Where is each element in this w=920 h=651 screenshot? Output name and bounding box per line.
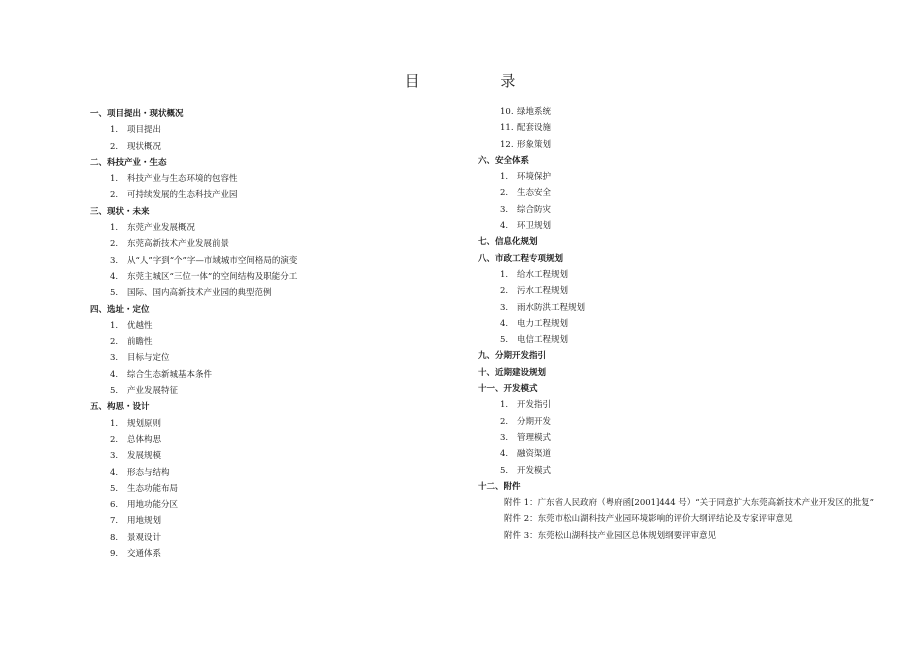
toc-item-label: 国际、国内高新技术产业园的典型范例 (127, 288, 272, 299)
toc-item-label: 雨水防洪工程规划 (517, 302, 586, 313)
toc-item-number: 3. (110, 255, 119, 266)
toc-item-number: 12. (500, 139, 514, 150)
toc-item-number: 2. (500, 286, 509, 297)
toc-item-number: 4. (110, 369, 119, 380)
toc-section-heading: 八、市政工程专项规划 (478, 253, 564, 264)
toc-item-label: 东莞主城区“三位一体”的空间结构及职能分工 (127, 271, 298, 282)
toc-right-column (478, 104, 898, 544)
toc-section-heading: 九、分期开发指引 (478, 351, 547, 362)
toc-item-label: 项目提出 (127, 125, 162, 136)
toc-item-number: 6. (110, 500, 119, 511)
toc-item (90, 122, 450, 138)
toc-item-number: 2. (110, 337, 119, 348)
toc-section-heading: 四、选址・定位 (90, 304, 150, 315)
toc-item-label: 总体构思 (127, 434, 162, 445)
toc-item-number: 5. (110, 288, 119, 299)
toc-item (90, 367, 450, 383)
toc-item-number: 1. (110, 223, 119, 234)
toc-item (478, 218, 898, 234)
toc-item-number: 2. (500, 188, 509, 199)
toc-item-label: 开发模式 (517, 465, 552, 476)
toc-item-label: 从“人”字到“个”字—市域城市空间格局的演变 (127, 255, 298, 266)
toc-item-label: 给水工程规划 (517, 269, 569, 280)
toc-item-number: 1. (110, 174, 119, 185)
toc-item (90, 139, 450, 155)
toc-item-number: 7. (110, 516, 119, 527)
toc-item (478, 430, 898, 446)
toc-item-label: 形象策划 (517, 139, 552, 150)
toc-item-label: 科技产业与生态环境的包容性 (127, 174, 238, 185)
toc-item (478, 120, 898, 136)
toc-item (90, 285, 450, 301)
toc-item-number: 1. (110, 418, 119, 429)
toc-item (90, 546, 450, 562)
toc-section-heading: 十一、开发模式 (478, 384, 538, 395)
toc-item (90, 187, 450, 203)
toc-item-label: 目标与定位 (127, 353, 170, 364)
toc-attachment-entry: 附件 1：广东省人民政府（粤府函[2001]444 号）“关于同意扩大东莞高新技术产业开发区的批复” (504, 498, 874, 509)
toc-item-label: 绿地系统 (517, 107, 552, 117)
toc-item (90, 432, 450, 448)
toc-item-number: 5. (110, 483, 119, 494)
toc-item-number: 4. (110, 467, 119, 478)
toc-item-number: 11. (500, 123, 514, 134)
toc-item (90, 497, 450, 513)
toc-left-column (90, 106, 450, 562)
toc-item (478, 332, 898, 348)
toc-attachment-entry: 附件 2：东莞市松山湖科技产业园环境影响的评价大纲评结论及专家评审意见 (504, 514, 793, 525)
toc-item-number: 5. (110, 386, 119, 397)
toc-item (90, 269, 450, 285)
toc-item-number: 1. (500, 400, 509, 411)
toc-item-number: 1. (500, 172, 509, 183)
toc-item (478, 397, 898, 413)
toc-item-number: 5. (500, 335, 509, 346)
toc-item-number: 3. (500, 302, 509, 313)
toc-item (90, 530, 450, 546)
toc-item (478, 414, 898, 430)
toc-item-label: 管理模式 (517, 432, 552, 443)
toc-item-number: 2. (110, 190, 119, 201)
toc-item (90, 448, 450, 464)
toc-item-label: 综合防灾 (517, 204, 552, 215)
toc-item-label: 东莞产业发展概况 (127, 223, 196, 234)
toc-section-heading: 六、安全体系 (478, 155, 530, 166)
toc-item-number: 2. (110, 239, 119, 250)
toc-item-number: 3. (110, 353, 119, 364)
toc-item-label: 交通体系 (127, 549, 162, 560)
toc-item-label: 生态功能布局 (127, 483, 179, 494)
toc-item-label: 前瞻性 (127, 337, 153, 348)
toc-item (90, 334, 450, 350)
toc-section-heading: 十、近期建设规划 (478, 367, 547, 378)
toc-item-label: 环卫规划 (517, 221, 552, 232)
toc-title: 目 录 (404, 72, 554, 90)
toc-item-number: 3. (110, 451, 119, 462)
toc-item-label: 融资渠道 (517, 449, 552, 460)
toc-item-label: 东莞高新技术产业发展前景 (127, 239, 230, 250)
toc-section-heading: 二、科技产业・生态 (90, 157, 167, 168)
toc-item-label: 规划原则 (127, 418, 162, 429)
toc-item (478, 104, 898, 120)
toc-item (478, 137, 898, 153)
toc-item (90, 481, 450, 497)
toc-item-label: 形态与结构 (127, 467, 170, 478)
toc-item-number: 1. (500, 269, 509, 280)
toc-item-number: 2. (110, 434, 119, 445)
toc-item (90, 171, 450, 187)
toc-section-heading: 一、项目提出・现状概况 (90, 109, 184, 119)
toc-item (478, 463, 898, 479)
toc-item-label: 综合生态新城基本条件 (127, 369, 213, 380)
toc-item-label: 可持续发展的生态科技产业园 (127, 190, 238, 201)
toc-item-label: 分期开发 (517, 416, 552, 427)
toc-item (90, 236, 450, 252)
toc-section-heading: 七、信息化规划 (478, 237, 538, 248)
toc-item-number: 1. (110, 125, 119, 136)
toc-section-heading: 五、构思・设计 (90, 402, 150, 413)
toc-item (478, 316, 898, 332)
toc-attachment-entry: 附件 3：东莞松山湖科技产业园区总体规划纲要评审意见 (504, 530, 717, 541)
toc-item (478, 267, 898, 283)
toc-item (478, 446, 898, 462)
toc-item (90, 350, 450, 366)
toc-item-number: 10. (500, 107, 514, 117)
toc-item (478, 185, 898, 201)
toc-item-label: 环境保护 (517, 172, 552, 183)
toc-item-number: 4. (110, 271, 119, 282)
toc-item (90, 383, 450, 399)
toc-item-label: 电力工程规划 (517, 318, 569, 329)
toc-item-number: 5. (500, 465, 509, 476)
toc-item-number: 2. (500, 416, 509, 427)
toc-item-number: 4. (500, 318, 509, 329)
toc-item-label: 用地功能分区 (127, 500, 179, 511)
toc-item-label: 开发指引 (517, 400, 552, 411)
toc-item-label: 优越性 (127, 320, 153, 331)
toc-item-label: 配套设施 (517, 123, 552, 134)
toc-item (478, 202, 898, 218)
toc-item-label: 发展规模 (127, 451, 162, 462)
toc-item-number: 3. (500, 432, 509, 443)
toc-item (90, 513, 450, 529)
toc-item-number: 2. (110, 141, 119, 152)
toc-item-number: 4. (500, 449, 509, 460)
toc-item-label: 现状概况 (127, 141, 162, 152)
toc-item-label: 电信工程规划 (517, 335, 569, 346)
toc-item-label: 污水工程规划 (517, 286, 569, 297)
toc-item-number: 3. (500, 204, 509, 215)
toc-item-label: 用地规划 (127, 516, 162, 527)
toc-item-label: 产业发展特征 (127, 386, 179, 397)
toc-item-label: 生态安全 (517, 188, 552, 199)
toc-item (90, 416, 450, 432)
toc-item-number: 1. (110, 320, 119, 331)
toc-item-number: 9. (110, 549, 119, 560)
toc-item (478, 300, 898, 316)
toc-section-heading: 十二、附件 (478, 481, 521, 492)
toc-item (90, 465, 450, 481)
toc-item-number: 8. (110, 532, 119, 543)
toc-section-heading: 三、现状・未来 (90, 206, 150, 217)
toc-item (478, 169, 898, 185)
toc-item (478, 283, 898, 299)
toc-item (90, 220, 450, 236)
toc-item-number: 4. (500, 221, 509, 232)
toc-item (90, 318, 450, 334)
toc-item (90, 253, 450, 269)
toc-item-label: 景观设计 (127, 532, 162, 543)
